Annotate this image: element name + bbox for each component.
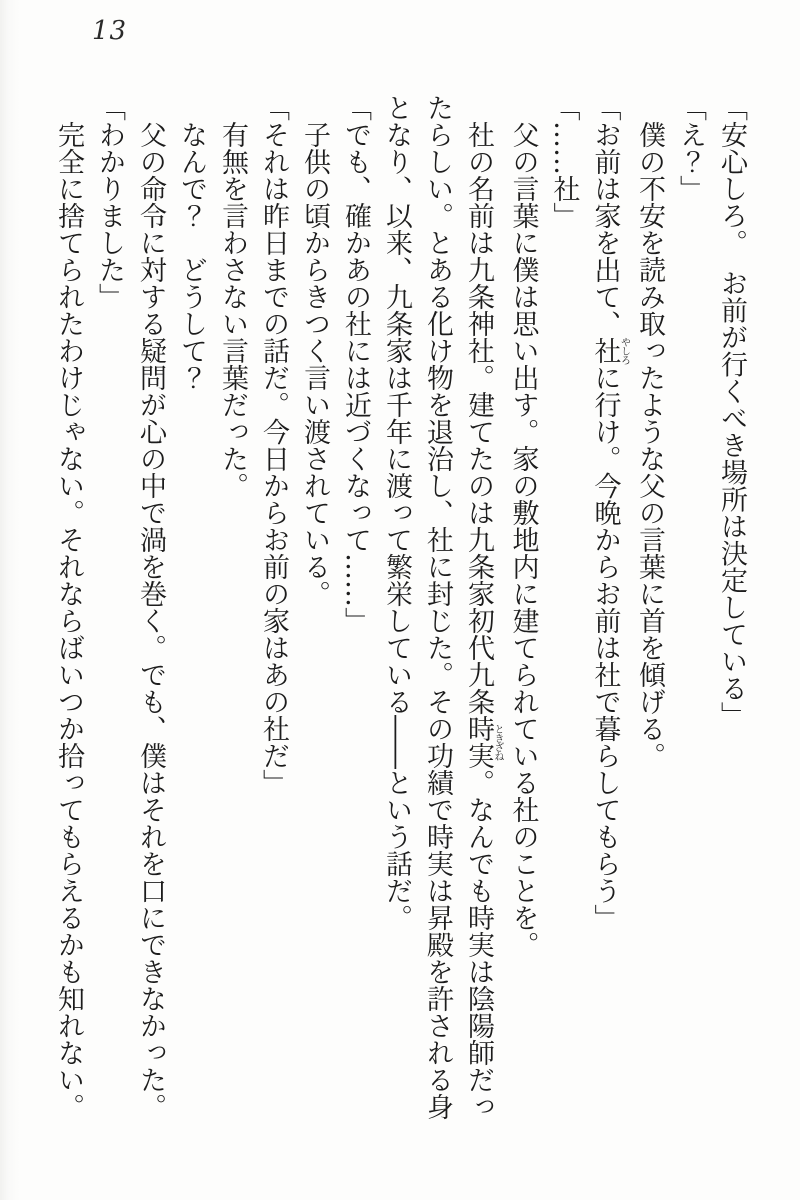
paragraph-14: 「わかりました」 [94, 94, 125, 310]
furigana: ときざね [492, 715, 503, 769]
furigana: やしろ [618, 337, 630, 364]
paragraph-7: 社の名前は九条神社。建てたのは九条家初代九条時実ときざね。なんでも時実は陰陽師だったらしい。とある化け物を退治し、社に封じた。その功績で時実は昇殿を許される身となり、以来、九条家は千年に渡って繁栄している――という話だ。 [381, 94, 503, 1120]
paragraph-1: 「安心しろ。 お前が行くべき場所は決定している」 [716, 94, 747, 729]
paragraph-11: 有無を言わさない言葉だった。 [217, 121, 248, 499]
paragraph-10: 「それは昨日までの話だ。今日からお前の家はあの社だ」 [258, 94, 289, 796]
ruby-annotated-word: 時実ときざね [463, 715, 503, 769]
paragraph-12: なんで？ どうして？ [176, 121, 207, 391]
paragraph-5: 「……社」 [548, 94, 580, 229]
page-number: 13 [92, 16, 128, 46]
paragraph-15: 完全に捨てられたわけじゃない。それならばいつか拾ってもらえるかも知れない。 [53, 121, 84, 1120]
paragraph-4: 「お前は家を出て、社やしろに行け。今晩からお前は社で暮らしてもらう」 [589, 94, 630, 931]
paragraph-3: 僕の不安を読み取ったような父の言葉に首を傾げる。 [634, 121, 665, 769]
paragraph-6: 父の言葉に僕は思い出す。家の敷地内に建てられている社のことを。 [507, 121, 539, 958]
ruby-annotated-word: 社やしろ [589, 337, 630, 364]
paragraph-2: 「え？」 [675, 94, 706, 202]
paragraph-8: 「でも、確かあの社には近づくなって……」 [340, 94, 371, 634]
paragraph-13: 父の命令に対する疑問が心の中で渦を巻く。でも、僕はそれを口にできなかった。 [135, 121, 166, 1120]
paragraph-9: 子供の頃からきつく言い渡されている。 [299, 121, 330, 607]
text-area [48, 94, 752, 1134]
